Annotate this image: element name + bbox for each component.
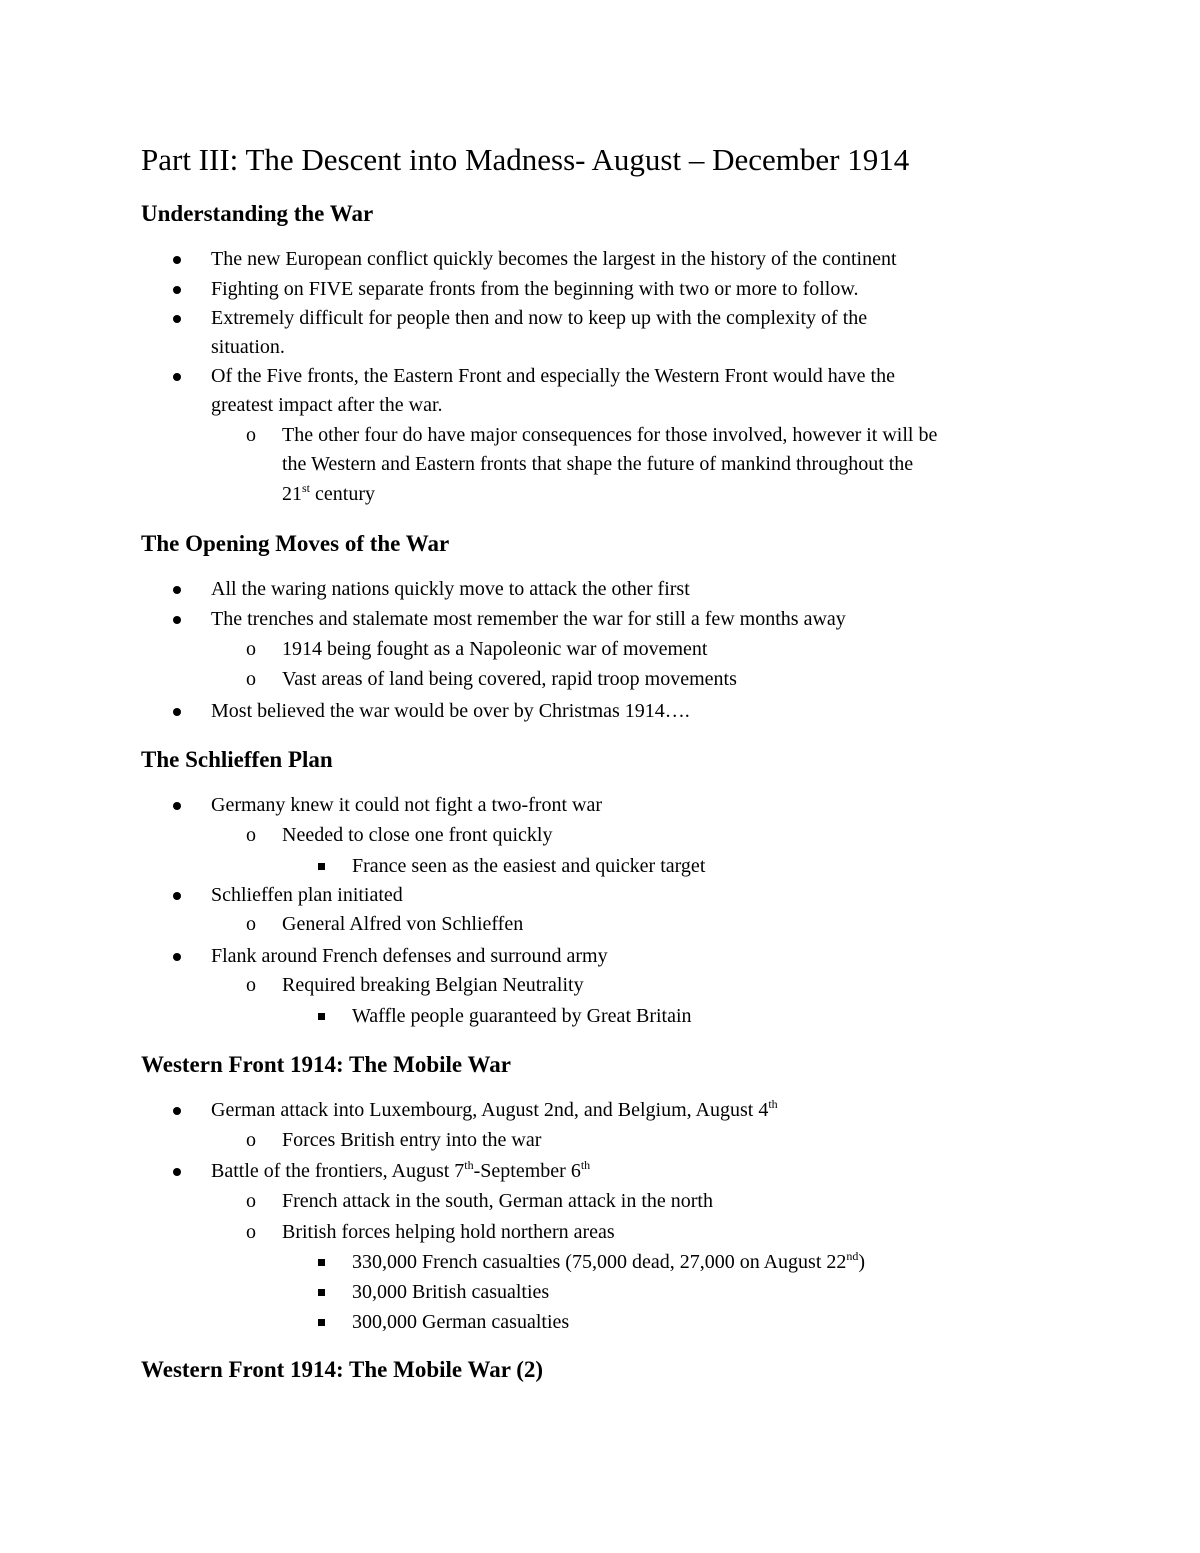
hollow-bullet-icon: o xyxy=(246,638,256,660)
square-bullet-icon xyxy=(318,1013,325,1020)
list-item: The trenches and stalemate most remember the war for still a few months away xyxy=(211,605,846,634)
list-item: The new European conflict quickly becomes the largest in the history of the continent xyxy=(211,245,897,274)
bullet-icon xyxy=(173,892,181,900)
list-item: o General Alfred von Schlieffen xyxy=(282,910,523,939)
document-title: Part III: The Descent into Madness- August – December 1914 xyxy=(141,142,910,177)
bullet-icon xyxy=(173,708,181,716)
list-item: o French attack in the south, German attack in the north xyxy=(282,1187,713,1216)
section-heading-schlieffen: The Schlieffen Plan xyxy=(141,747,333,772)
list-item: Germany knew it could not fight a two-front war xyxy=(211,791,602,820)
list-item: Flank around French defenses and surround army xyxy=(211,942,608,971)
section-heading-opening-moves: The Opening Moves of the War xyxy=(141,531,450,556)
hollow-bullet-icon: o xyxy=(246,424,256,446)
hollow-bullet-icon: o xyxy=(246,824,256,846)
list-item: o Needed to close one front quickly xyxy=(282,821,552,850)
hollow-bullet-icon: o xyxy=(246,1190,256,1212)
list-item: Schlieffen plan initiated xyxy=(211,881,403,910)
square-bullet-icon xyxy=(318,1259,325,1266)
hollow-bullet-icon: o xyxy=(246,1129,256,1151)
square-bullet-icon xyxy=(318,1319,325,1326)
list-item: German attack into Luxembourg, August 2nd, and Belgium, August 4th xyxy=(211,1096,778,1125)
hollow-bullet-icon: o xyxy=(246,974,256,996)
bullet-icon xyxy=(173,286,181,294)
list-item: o Forces British entry into the war xyxy=(282,1126,541,1155)
list-item: o Vast areas of land being covered, rapid troop movements xyxy=(282,665,737,694)
list-item: Fighting on FIVE separate fronts from the beginning with two or more to follow. xyxy=(211,275,859,304)
list-item: o Required breaking Belgian Neutrality xyxy=(282,971,584,1000)
list-item: France seen as the easiest and quicker target xyxy=(352,852,705,881)
hollow-bullet-icon: o xyxy=(246,668,256,690)
bullet-icon xyxy=(173,616,181,624)
list-item: 300,000 German casualties xyxy=(352,1308,569,1337)
square-bullet-icon xyxy=(318,1289,325,1296)
list-item: Of the Five fronts, the Eastern Front and especially the Western Front would have the greatest impact after the war. xyxy=(211,362,895,421)
list-item: Most believed the war would be over by Christmas 1914…. xyxy=(211,697,690,726)
bullet-icon xyxy=(173,586,181,594)
section-heading-western-front: Western Front 1914: The Mobile War xyxy=(141,1052,511,1077)
list-item: 330,000 French casualties (75,000 dead, 27,000 on August 22nd) xyxy=(352,1248,865,1277)
bullet-icon xyxy=(173,802,181,810)
list-item: Extremely difficult for people then and now to keep up with the complexity of the situation. xyxy=(211,304,867,363)
list-item: Waffle people guaranteed by Great Britain xyxy=(352,1002,692,1031)
list-item: o The other four do have major consequences for those involved, however it will be the Western and Eastern fronts that shape the future of mankind throughout the 21st century xyxy=(282,421,937,509)
bullet-icon xyxy=(173,1107,181,1115)
hollow-bullet-icon: o xyxy=(246,1221,256,1243)
bullet-icon xyxy=(173,1168,181,1176)
bullet-icon xyxy=(173,953,181,961)
bullet-icon xyxy=(173,256,181,264)
list-item: All the waring nations quickly move to attack the other first xyxy=(211,575,690,604)
list-item: Battle of the frontiers, August 7th-September 6th xyxy=(211,1157,590,1186)
hollow-bullet-icon: o xyxy=(246,913,256,935)
list-item: o British forces helping hold northern areas xyxy=(282,1218,615,1247)
list-item: o 1914 being fought as a Napoleonic war of movement xyxy=(282,635,707,664)
square-bullet-icon xyxy=(318,863,325,870)
section-heading-understanding: Understanding the War xyxy=(141,201,374,226)
list-item: 30,000 British casualties xyxy=(352,1278,549,1307)
bullet-icon xyxy=(173,373,181,381)
section-heading-western-front-2: Western Front 1914: The Mobile War (2) xyxy=(141,1357,544,1382)
bullet-icon xyxy=(173,315,181,323)
